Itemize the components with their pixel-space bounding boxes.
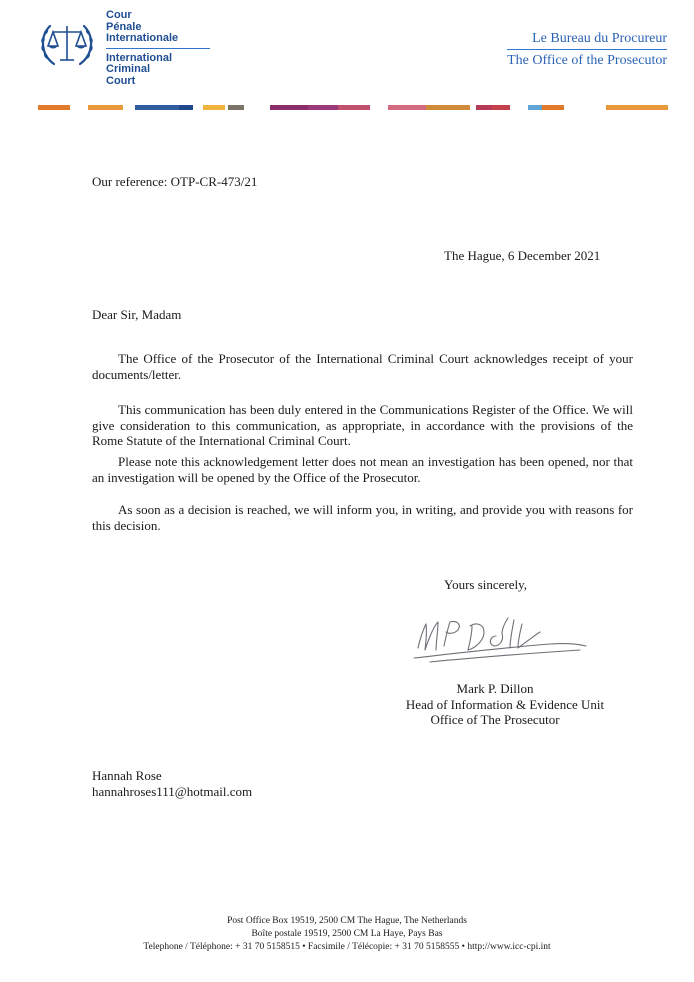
- letter-date: The Hague, 6 December 2021: [444, 248, 601, 263]
- strip-segment: [179, 105, 193, 110]
- signer-office: Office of The Prosecutor: [430, 712, 560, 727]
- signer-name: Mark P. Dillon: [456, 681, 534, 696]
- office-name-english: The Office of the Prosecutor: [507, 53, 667, 68]
- recipient-block: [92, 768, 252, 799]
- office-name: [507, 30, 667, 69]
- paragraph-acknowledgement: The Office of the Prosecutor of the International Criminal Court acknowledges receipt of your documents/letter.: [92, 351, 633, 382]
- logo-text-english: International Criminal Court: [106, 51, 173, 87]
- strip-segment: [528, 105, 542, 110]
- handwritten-signature: [410, 610, 590, 666]
- icc-logo-text: [106, 10, 210, 87]
- salutation: Dear Sir, Madam: [92, 307, 182, 322]
- signer-block: [360, 681, 630, 728]
- our-reference: Our reference: OTP-CR-473/21: [92, 174, 258, 189]
- signer-title: Head of Information & Evidence Unit: [405, 696, 605, 712]
- strip-segment: [38, 105, 70, 110]
- strip-segment: [338, 105, 370, 110]
- paragraph-note: Please note this acknowledgement letter does not mean an investigation has been opened, nor that an investigation will be opened by the Office of the Prosecutor.: [92, 454, 633, 485]
- strip-segment: [135, 105, 179, 110]
- logo-text-french: Cour Pénale Internationale: [106, 10, 210, 49]
- closing: Yours sincerely,: [444, 577, 528, 592]
- strip-segment: [228, 105, 244, 110]
- strip-segment: [203, 105, 225, 110]
- strip-segment: [388, 105, 426, 110]
- footer-line-french: Boîte postale 19519, 2500 CM La Haye, Pays Bas: [251, 929, 443, 939]
- office-name-french: Le Bureau du Procureur: [507, 30, 667, 50]
- strip-segment: [270, 105, 308, 110]
- footer-contact-line: Telephone / Téléphone: + 31 70 5158515 • Facsimile / Télécopie: + 31 70 5158555 • http://www.icc-cpi.int: [143, 942, 551, 952]
- strip-segment: [606, 105, 668, 110]
- strip-segment: [476, 105, 492, 110]
- footer-line-english: Post Office Box 19519, 2500 CM The Hague, The Netherlands: [227, 916, 467, 926]
- strip-segment: [308, 105, 338, 110]
- icc-scales-emblem-icon: [36, 18, 98, 70]
- recipient-name: Hannah Rose: [92, 768, 162, 783]
- header-color-strip: [38, 105, 668, 110]
- strip-segment: [492, 105, 510, 110]
- paragraph-register: This communication has been duly entered in the Communications Register of the Office. We will give consideration to this communication, as appropriate, in accordance with the provisions of the Rome Statute of the International Criminal Court.: [92, 402, 633, 448]
- footer-address: [0, 915, 694, 954]
- strip-segment: [542, 105, 564, 110]
- strip-segment: [88, 105, 123, 110]
- recipient-email: hannahroses111@hotmail.com: [92, 783, 253, 799]
- paragraph-decision: As soon as a decision is reached, we will inform you, in writing, and provide you with reasons for this decision.: [92, 502, 633, 533]
- strip-segment: [426, 105, 470, 110]
